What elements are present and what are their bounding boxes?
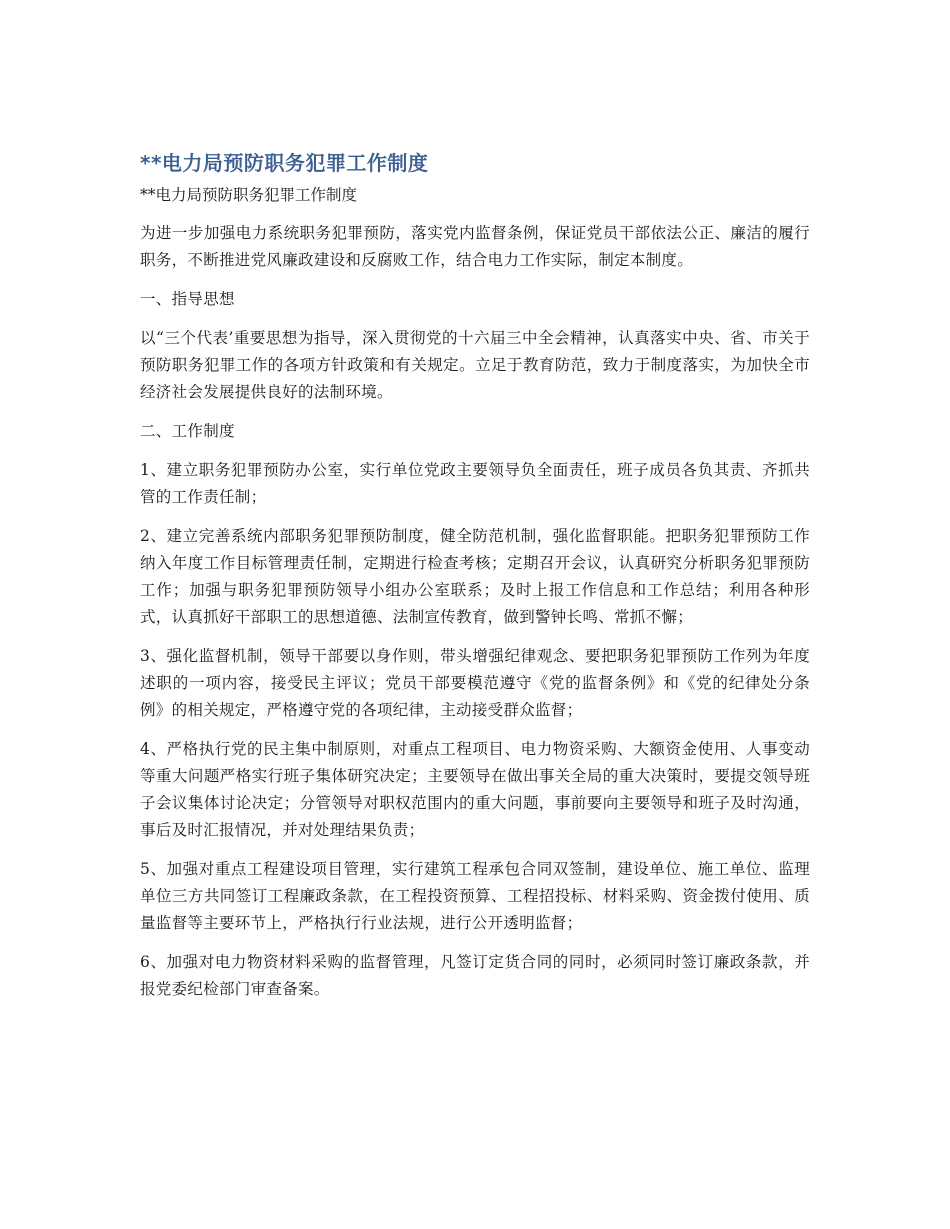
work-item-6: 6、加强对电力物资材料采购的监督管理，凡签订定货合同的同时，必须同时签订廉政条款，并报党委纪检部门审查备案。 (140, 953, 810, 998)
document-page (140, 148, 810, 1015)
section-heading-work-system: 二、工作制度 (140, 422, 235, 440)
work-item-4: 4、严格执行党的民主集中制原则，对重点工程项目、电力物资采购、大额资金使用、人事变动等重大问题严格实行班子集体研究决定；主要领导在做出事关全局的重大决策时，要提交领导班子会议集体讨论决定；分管领导对职权范围内的重大问题，事前要向主要领导和班子及时沟通，事后及时汇报情况，并对处理结果负责； (140, 740, 810, 839)
document-title: **电力局预防职务犯罪工作制度 (140, 151, 429, 175)
work-item-5: 5、加强对重点工程建设项目管理，实行建筑工程承包合同双签制，建设单位、施工单位、监理单位三方共同签订工程廉政条款，在工程投资预算、工程招投标、材料采购、资金拨付使用、质量监督等主要环节上，严格执行行业法规，进行公开透明监督； (140, 860, 810, 932)
section-heading-guiding-thought: 一、指导思想 (140, 290, 235, 308)
document-subtitle: **电力局预防职务犯罪工作制度 (140, 186, 358, 204)
work-item-2: 2、建立完善系统内部职务犯罪预防制度，健全防范机制，强化监督职能。把职务犯罪预防工作纳入年度工作目标管理责任制，定期进行检查考核；定期召开会议，认真研究分析职务犯罪预防工作；加强与职务犯罪预防领导小组办公室联系；及时上报工作信息和工作总结；利用各种形式，认真抓好干部职工的思想道德、法制宣传教育，做到警钟长鸣、常抓不懈； (140, 527, 810, 626)
work-item-3: 3、强化监督机制，领导干部要以身作则，带头增强纪律观念、要把职务犯罪预防工作列为年度述职的一项内容，接受民主评议；党员干部要模范遵守《党的监督条例》和《党的纪律处分条例》的相关规定，严格遵守党的各项纪律，主动接受群众监督； (140, 647, 810, 719)
intro-paragraph: 为进一步加强电力系统职务犯罪预防，落实党内监督条例，保证党员干部依法公正、廉洁的履行职务，不断推进党风廉政建设和反腐败工作，结合电力工作实际，制定本制度。 (140, 224, 810, 269)
guiding-thought-paragraph: 以“三个代表’重要思想为指导，深入贯彻党的十六届三中全会精神，认真落实中央、省、市关于预防职务犯罪工作的各项方针政策和有关规定。立足于教育防范，致力于制度落实，为加快全市经济社会发展提供良好的法制环境。 (140, 329, 810, 401)
work-item-1: 1、建立职务犯罪预防办公室，实行单位党政主要领导负全面责任，班子成员各负其责、齐抓共管的工作责任制； (140, 461, 810, 506)
